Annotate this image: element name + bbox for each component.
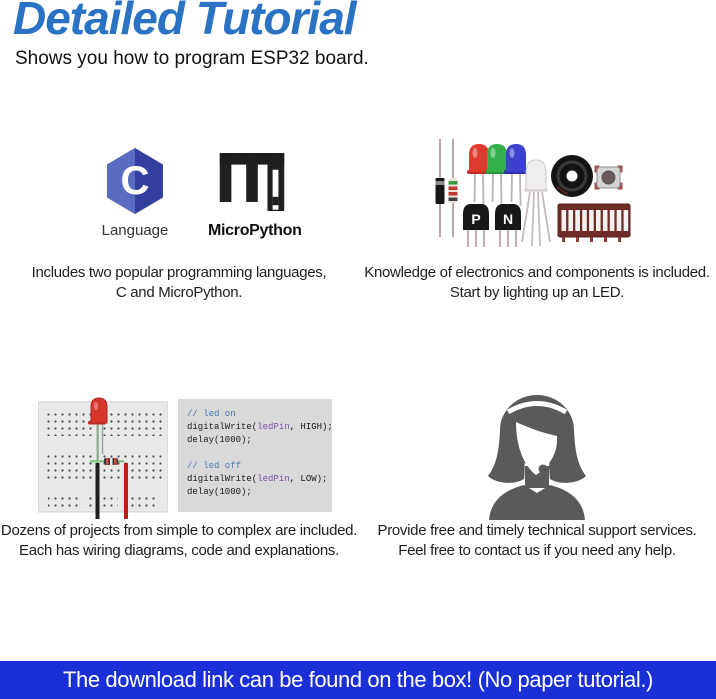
code-text: digitalWrite( (187, 474, 258, 484)
caption-line: Dozens of projects from simple to complex are included. (0, 522, 358, 539)
micropython-m-icon (219, 153, 285, 211)
code-comment: // led on (187, 409, 236, 419)
page-subtitle: Shows you how to program ESP32 board. (15, 48, 369, 69)
c-hexagon-icon (99, 148, 171, 214)
code-variable: ledPin (257, 474, 290, 484)
caption-line: C and MicroPython. (115, 284, 243, 301)
caption-line: Feel free to contact us if you need any help. (398, 542, 676, 559)
code-comment: // led off (187, 461, 242, 471)
red-jumper-wire (124, 463, 128, 519)
caption-electronics (358, 263, 716, 303)
resistor-illustration (449, 139, 458, 237)
code-text: delay(1000); (187, 487, 252, 497)
code-text: digitalWrite( (187, 422, 258, 432)
code-snippet-panel (178, 399, 332, 512)
caption-line: Start by lighting up an LED. (449, 284, 625, 301)
caption-projects (0, 521, 358, 561)
caption-line: Knowledge of electronics and components is included. (364, 264, 710, 281)
caption-line: Each has wiring diagrams, code and explanations. (19, 542, 339, 559)
code-line (187, 434, 332, 447)
caption-line: Provide free and timely technical support services. (377, 522, 697, 539)
support-agent-icon (477, 392, 597, 520)
code-variable: ledPin (257, 422, 290, 432)
code-line (187, 473, 332, 486)
c-language-logo (94, 148, 176, 239)
green-led-icon (485, 144, 509, 206)
code-line (187, 460, 332, 473)
c-letter: C (120, 157, 150, 203)
electronic-components-illustration (430, 134, 660, 249)
code-line (187, 486, 332, 499)
code-text: , HIGH); (289, 422, 333, 432)
c-language-label: Language (101, 222, 169, 239)
transistor-p-illustration (463, 204, 489, 247)
code-text: delay(1000); (187, 435, 252, 445)
caption-line: Includes two popular programming languages, (31, 264, 327, 281)
black-jumper-wire (96, 463, 100, 519)
buzzer-icon (551, 155, 593, 197)
micropython-logo (208, 153, 302, 240)
diode-illustration (436, 139, 445, 237)
code-blank-line (187, 447, 332, 460)
banner-text: The download link can be found on the box! (No paper tutorial.) (63, 667, 653, 692)
transistor-p-label: P (471, 211, 481, 227)
led-bargraph-illustration (558, 204, 630, 242)
code-line (187, 421, 332, 434)
code-line (187, 408, 332, 421)
page-title: Detailed Tutorial (13, 0, 356, 44)
blue-led-icon (504, 144, 528, 206)
caption-languages (0, 263, 358, 303)
transistor-n-label: N (502, 211, 514, 227)
push-button-icon (595, 166, 623, 190)
transistor-n-illustration (495, 204, 521, 247)
download-note-banner (0, 661, 716, 699)
breadboard-illustration (38, 397, 168, 521)
micropython-label: MicroPython (208, 222, 302, 239)
caption-support (358, 521, 716, 561)
code-text: , LOW); (289, 474, 328, 484)
rgb-led-icon (522, 160, 550, 246)
